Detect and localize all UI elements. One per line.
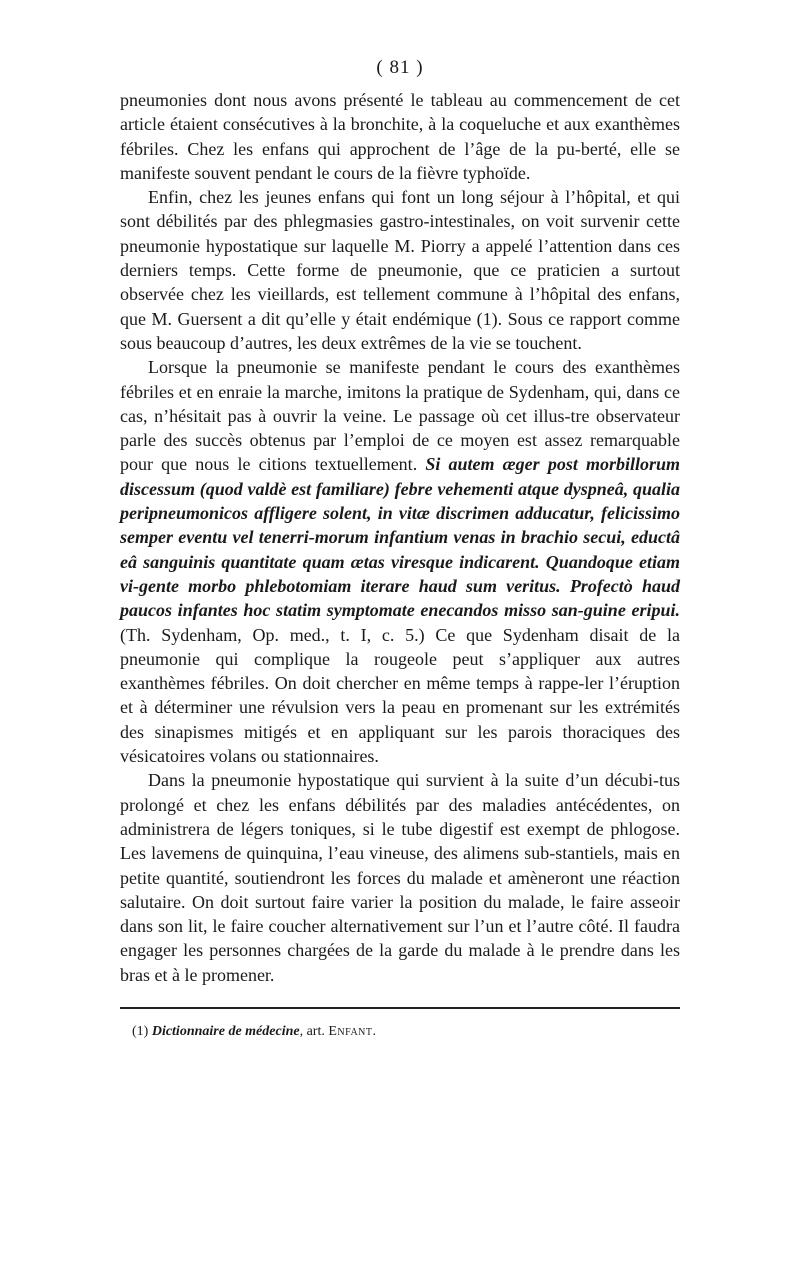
footnote <box>120 1023 680 1041</box>
paragraph-3 <box>120 355 680 768</box>
footnote-article: Enfant. <box>328 1023 377 1039</box>
footnote-marker: (1) <box>132 1023 149 1039</box>
footnote-text: , art. <box>299 1023 325 1039</box>
paragraph-1: pneumonies dont nous avons présenté le tableau au commencement de cet article étaient consécutives à la bronchite, à la coqueluche et aux exanthèmes fébriles. Chez les enfans qui approchent de l’âge de la pu-berté, elle se manifeste souvent pendant le cours de la fièvre typhoïde. <box>120 90 680 183</box>
paragraph-4: Dans la pneumonie hypostatique qui survient à la suite d’un décubi-tus prolongé et chez les enfans débilités par des maladies antécédentes, on administrera de légers toniques, si le tube digestif est exempt de phlogose. Les lavemens de quinquina, l’eau vineuse, des alimens sub-stantiels, mais en petite quantité, soutiendront les forces du malade et amèneront une réaction salutaire. On doit surtout faire varier la position du malade, le faire asseoir dans son lit, le faire coucher alternativement sur l’un et l’autre côté. Il faudra engager les personnes chargées de la garde du malade à le prendre dans les bras et à le promener. <box>120 770 680 985</box>
paragraph-2: Enfin, chez les jeunes enfans qui font un long séjour à l’hôpital, et qui sont débilités par des phlegmasies gastro-intestinales, on voit survenir cette pneumonie hypostatique sur laquelle M. Piorry a appelé l’attention dans ces derniers temps. Cette forme de pneumonie, que ce praticien a surtout observée chez les vieillards, est tellement commune à l’hôpital des enfans, que M. Guersent a dit qu’elle y était endémique (1). Sous ce rapport comme sous beaucoup d’autres, les deux extrêmes de la vie se touchent. <box>120 187 680 353</box>
latin-quotation: Si autem æger post morbillorum discessum (quod valdè est familiare) febre vehementi atque dyspneâ, qualia peripneumonicos affligere solent, in vitæ discrimen adducatur, felicissimo semper eventu vel tenerri-morum infantium venas in brachio secui, eductâ eâ sanguinis quantitate quam ætas viresque indicarent. Quandoque etiam vi-gente morbo phlebotomiam iterare haud sum veritus. Profectò haud paucos infantes hoc statim symptomate enecandos misso san-guine eripui. <box>120 454 680 621</box>
document-page <box>120 56 680 1041</box>
paragraph-3-text: Lorsque la pneumonie se manifeste pendant le cours des exanthèmes fébriles et en enraie la marche, imitons la pratique de Sydenham, qui, dans ce cas, n’hésitait pas à ouvrir la veine. Le passage où cet illus-tre observateur parle des succès obtenus par l’emploi de ce moyen est assez remarquable pour que nous le citions textuellement. <box>120 357 680 475</box>
paragraph-3-continuation: (Th. Sydenham, Op. med., t. I, c. 5.) Ce que Sydenham disait de la pneumonie qui complique la rougeole peut s’appliquer aux autres exanthèmes fébriles. On doit chercher en même temps à rappe-ler l’éruption et à déterminer une révulsion vers la peau en promenant sur les extrémités des sinapismes mitigés et en appliquant sur les parois thoraciques des vésicatoires volans ou stationnaires. <box>120 624 680 767</box>
page-number: ( 81 ) <box>376 57 424 78</box>
footnote-divider <box>120 1007 680 1009</box>
footnote-title: Dictionnaire de médecine <box>151 1023 300 1039</box>
body-text <box>120 88 680 987</box>
